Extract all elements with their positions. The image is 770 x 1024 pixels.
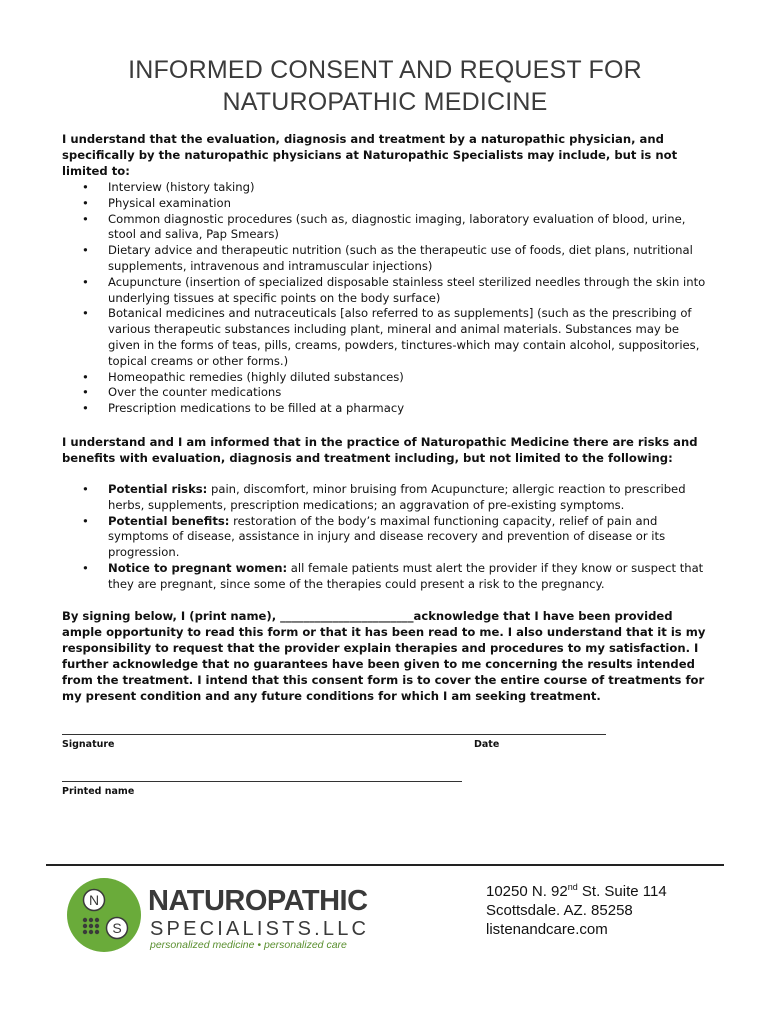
service-list-item [62,180,710,196]
service-item-text: Acupuncture (insertion of specialized disposable stainless steel sterilized needles through the skin into underlying tissues at specific points on the body surface) [108,274,706,305]
printed-name-label: Printed name [62,786,135,797]
risk-list-item [62,482,710,514]
risk-item-label: Notice to pregnant women: [108,560,288,575]
logo-emblem-icon [66,877,146,957]
logo-letter-n: N [88,892,100,908]
service-item-text: Botanical medicines and nutraceuticals [also referred to as supplements] (such as the prescribing of various therapeutic substances including plant, mineral and animal materials. Substances may be given in the forms of teas, pills, creams, powders, tinctures-which may contain alcohol, suppositories, topical creams or other forms.) [108,306,700,368]
address-city: Scottsdale. AZ. 85258 [486,902,633,919]
bullet-icon: • [82,195,89,210]
logo-letter-s: S [112,920,122,936]
risks-intro-paragraph: I understand and I am informed that in the practice of Naturopathic Medicine there are risks and benefits with evaluation, diagnosis and treatment including, but not limited to the following: [62,435,698,465]
practice-address [486,878,667,939]
services-list [62,180,710,417]
risk-list-item [62,514,710,561]
bullet-icon: • [82,401,89,416]
footer-divider [46,864,724,866]
title-line-1: INFORMED CONSENT AND REQUEST FOR [128,56,642,84]
signature-label: Signature [62,739,115,750]
bullet-icon: • [82,560,89,575]
service-list-item [62,370,710,386]
risk-item-label: Potential risks: [108,482,208,496]
title-line-2: NATUROPATHIC MEDICINE [222,88,548,116]
bullet-icon: • [82,385,89,400]
service-item-text: Common diagnostic procedures (such as, diagnostic imaging, laboratory evaluation of blood, urine, stool and saliva, Pap Smears) [108,211,686,242]
naturopathic-specialists-logo [66,877,370,957]
service-item-text: Dietary advice and therapeutic nutrition (such as the therapeutic use of foods, diet plans, nutritional supplements, intravenous and intramuscular injections) [108,243,693,273]
service-list-item [62,401,710,417]
service-list-item [62,212,710,244]
service-list-item [62,385,710,401]
risk-item-label: Potential benefits: [108,513,230,528]
service-list-item [62,243,710,275]
service-item-text: Physical examination [108,195,231,210]
bullet-icon: • [82,369,89,384]
bullet-icon: • [82,274,89,289]
address-street: 10250 N. 92nd St. Suite 114 [486,882,667,900]
service-list-item [62,196,710,212]
address-website[interactable]: listenandcare.com [486,921,608,938]
service-list-item [62,306,710,369]
bullet-icon: • [82,180,89,194]
logo-name: NATUROPATHIC [148,885,368,917]
bullet-icon: • [82,513,89,528]
risk-list-item [62,561,710,593]
service-item-text: Prescription medications to be filled at a pharmacy [108,401,405,416]
bullet-icon: • [82,211,89,226]
risk-item-text: restoration of the body’s maximal functioning capacity, relief of pain and symptoms of disease, assistance in injury and disease recovery and prevention of disease or its progression. [108,513,666,560]
acknowledgement-paragraph: By signing below, I (print name), _______________________acknowledge that I have been provided ample opportunity to read this form or that it has been read to me. I also understand that it is my responsibility to request that the provider explain therapies and procedures to my satisfaction. I further acknowledge that no guarantees have been given to me concerning the results intended from the treatment. I intend that this consent form is to cover the entire course of treatments for my present condition and any future conditions for which I am seeking treatment. [62,609,706,703]
logo-tagline: personalized medicine • personalized care [150,939,347,951]
signature-date-line[interactable] [62,734,606,735]
date-label: Date [474,739,500,750]
bullet-icon: • [82,306,89,321]
risk-item-text: pain, discomfort, minor bruising from Acupuncture; allergic reaction to prescribed herbs, supplements, prescription medications; an aggravation of pre-existing symptoms. [108,482,686,512]
service-item-text: Over the counter medications [108,385,282,400]
service-list-item [62,275,710,307]
intro-paragraph: I understand that the evaluation, diagnosis and treatment by a naturopathic physician, and specifically by the naturopathic physicians at Naturopathic Specialists may include, but is not limited to: [62,132,678,178]
page-title [0,54,770,118]
risks-list [62,482,710,593]
bullet-icon: • [82,243,89,258]
logo-subname: SPECIALISTS.LLC [150,918,370,940]
risk-item-text: all female patients must alert the provider if they know or suspect that they are pregnant, since some of the therapies could present a risk to the pregnancy. [108,560,704,591]
printed-name-line[interactable] [62,781,462,782]
service-item-text: Interview (history taking) [108,180,255,194]
service-item-text: Homeopathic remedies (highly diluted substances) [108,369,404,384]
bullet-icon: • [82,482,89,496]
